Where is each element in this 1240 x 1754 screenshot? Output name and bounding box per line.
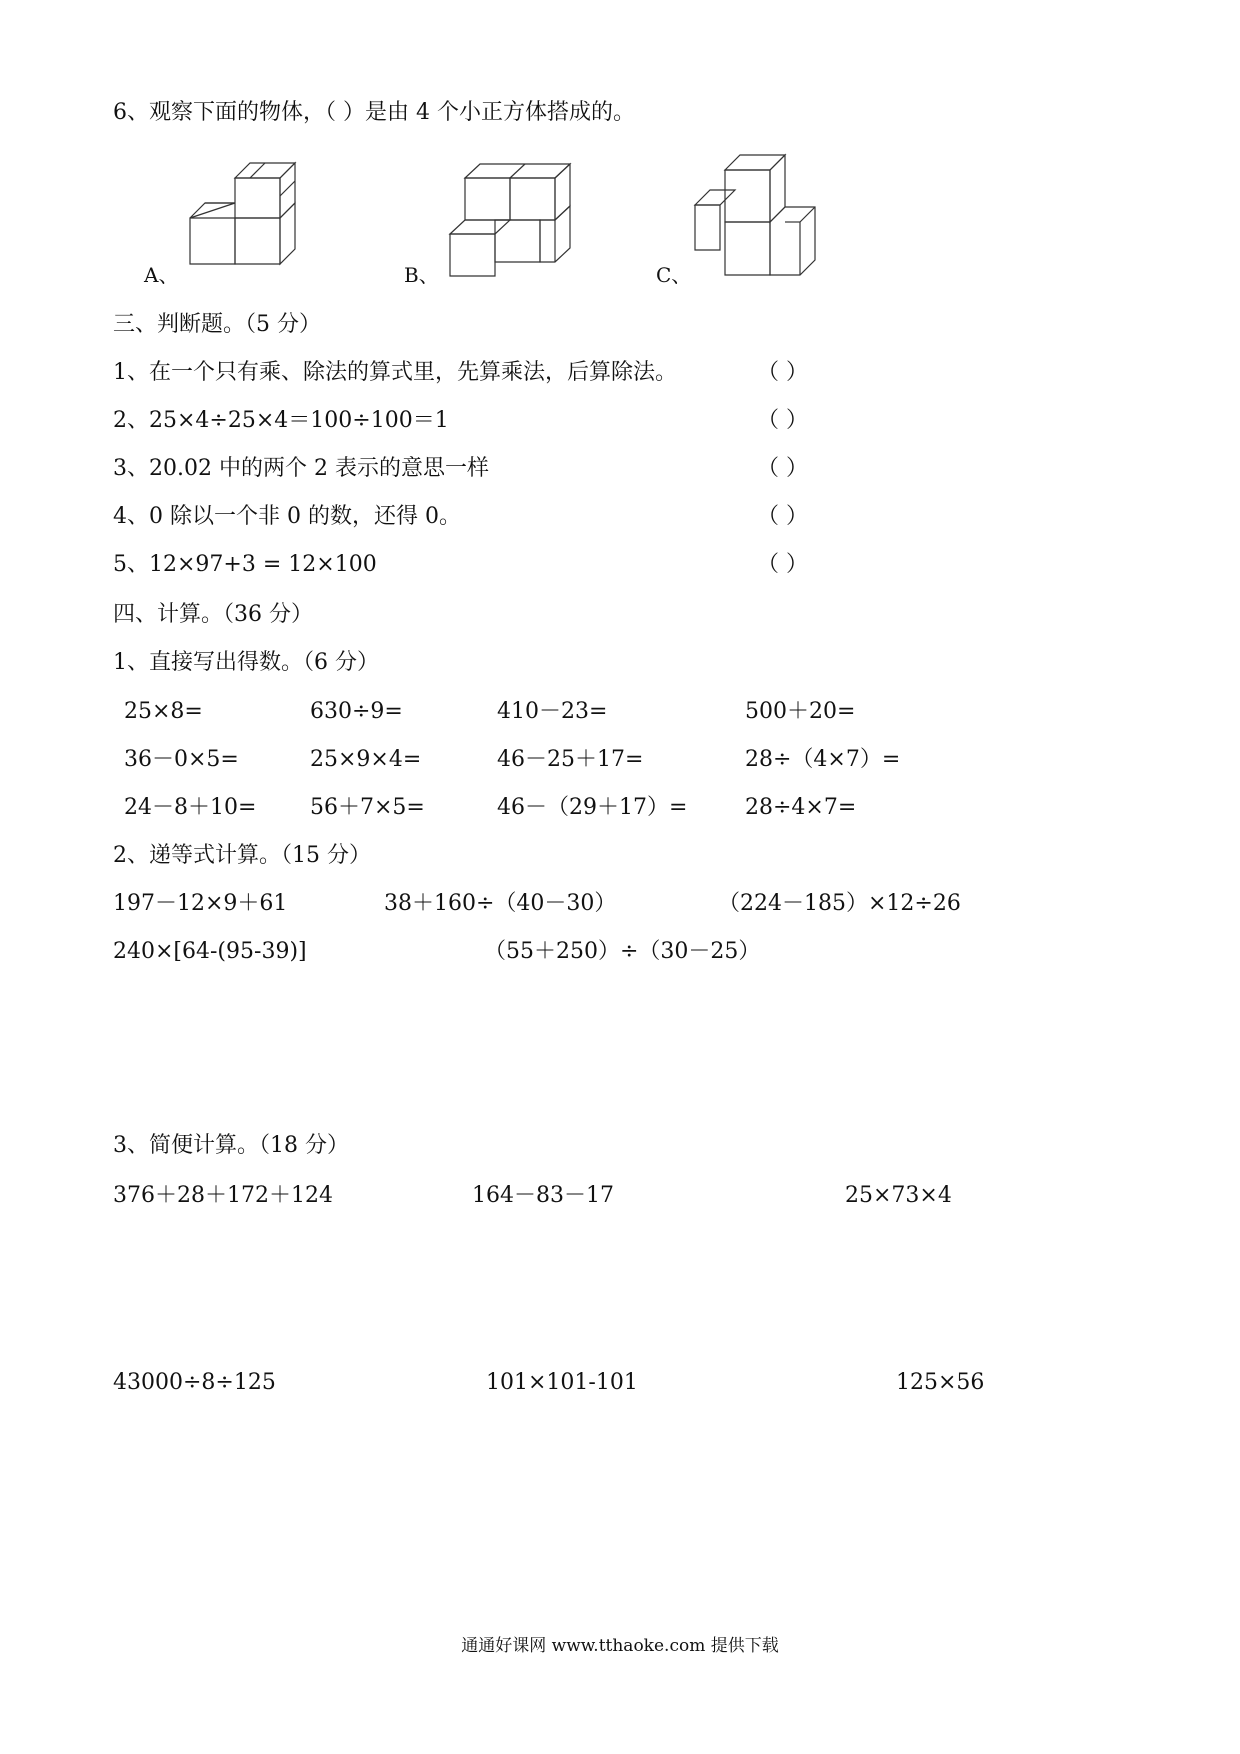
oral-calc-1-4: 500＋20=: [745, 699, 856, 724]
section-3-title: 三、判断题。（5 分）: [113, 312, 321, 337]
judge-item-1: 1、在一个只有乘、除法的算式里，先算乘法，后算除法。: [113, 360, 677, 385]
step-calc-2: 38＋160÷（40－30）: [384, 891, 617, 916]
simple-calc-1: 376＋28＋172＋124: [113, 1183, 333, 1208]
oral-calc-1-2: 630÷9=: [310, 699, 403, 724]
oral-calc-2-2: 25×9×4=: [310, 747, 422, 772]
q6-stem: 6、观察下面的物体，（ ）是由 4 个小正方体搭成的。: [113, 100, 635, 125]
oral-calc-3-1: 24－8＋10=: [124, 795, 257, 820]
oral-calc-2-4: 28÷（4×7）=: [745, 747, 901, 772]
part-1-title: 1、直接写出得数。（6 分）: [113, 650, 379, 675]
judge-item-3-answer[interactable]: （ ）: [757, 456, 808, 481]
oral-calc-3-4: 28÷4×7=: [745, 795, 857, 820]
judge-item-4: 4、0 除以一个非 0 的数，还得 0。: [113, 504, 461, 529]
section-4-title: 四、计算。（36 分）: [113, 602, 313, 627]
oral-calc-3-3: 46－（29＋17）=: [497, 795, 688, 820]
cube-figure-c: [690, 150, 830, 280]
simple-calc-3: 25×73×4: [845, 1183, 952, 1208]
judge-item-2: 2、25×4÷25×4＝100÷100＝1: [113, 408, 449, 433]
simple-calc-6: 125×56: [896, 1370, 985, 1395]
judge-item-5-answer[interactable]: （ ）: [757, 552, 808, 577]
step-calc-4: 240×[64-(95-39)]: [113, 939, 307, 964]
judge-item-3: 3、20.02 中的两个 2 表示的意思一样: [113, 456, 489, 481]
oral-calc-2-3: 46－25＋17=: [497, 747, 644, 772]
simple-calc-5: 101×101-101: [486, 1370, 638, 1395]
oral-calc-1-3: 410－23=: [497, 699, 608, 724]
oral-calc-1-1: 25×8=: [124, 699, 203, 724]
step-calc-3: （224－185）×12÷26: [718, 891, 961, 916]
part-2-title: 2、递等式计算。（15 分）: [113, 843, 371, 868]
footer-credit: 通通好课网 www.tthaoke.com 提供下载: [461, 1636, 779, 1656]
cube-figure-b: [445, 158, 585, 282]
option-b-label: B、: [404, 263, 439, 287]
simple-calc-4: 43000÷8÷125: [113, 1370, 276, 1395]
cube-figure-a: [185, 148, 325, 282]
option-c-label: C、: [656, 263, 692, 287]
judge-item-1-answer[interactable]: （ ）: [757, 360, 808, 385]
part-3-title: 3、简便计算。（18 分）: [113, 1133, 349, 1158]
oral-calc-2-1: 36－0×5=: [124, 747, 239, 772]
step-calc-5: （55＋250）÷（30－25）: [484, 939, 761, 964]
judge-item-2-answer[interactable]: （ ）: [757, 408, 808, 433]
option-a-label: A、: [144, 263, 179, 287]
step-calc-1: 197－12×9＋61: [113, 891, 288, 916]
simple-calc-2: 164－83－17: [472, 1183, 614, 1208]
judge-item-4-answer[interactable]: （ ）: [757, 504, 808, 529]
judge-item-5: 5、12×97+3 = 12×100: [113, 552, 377, 577]
oral-calc-3-2: 56＋7×5=: [310, 795, 425, 820]
